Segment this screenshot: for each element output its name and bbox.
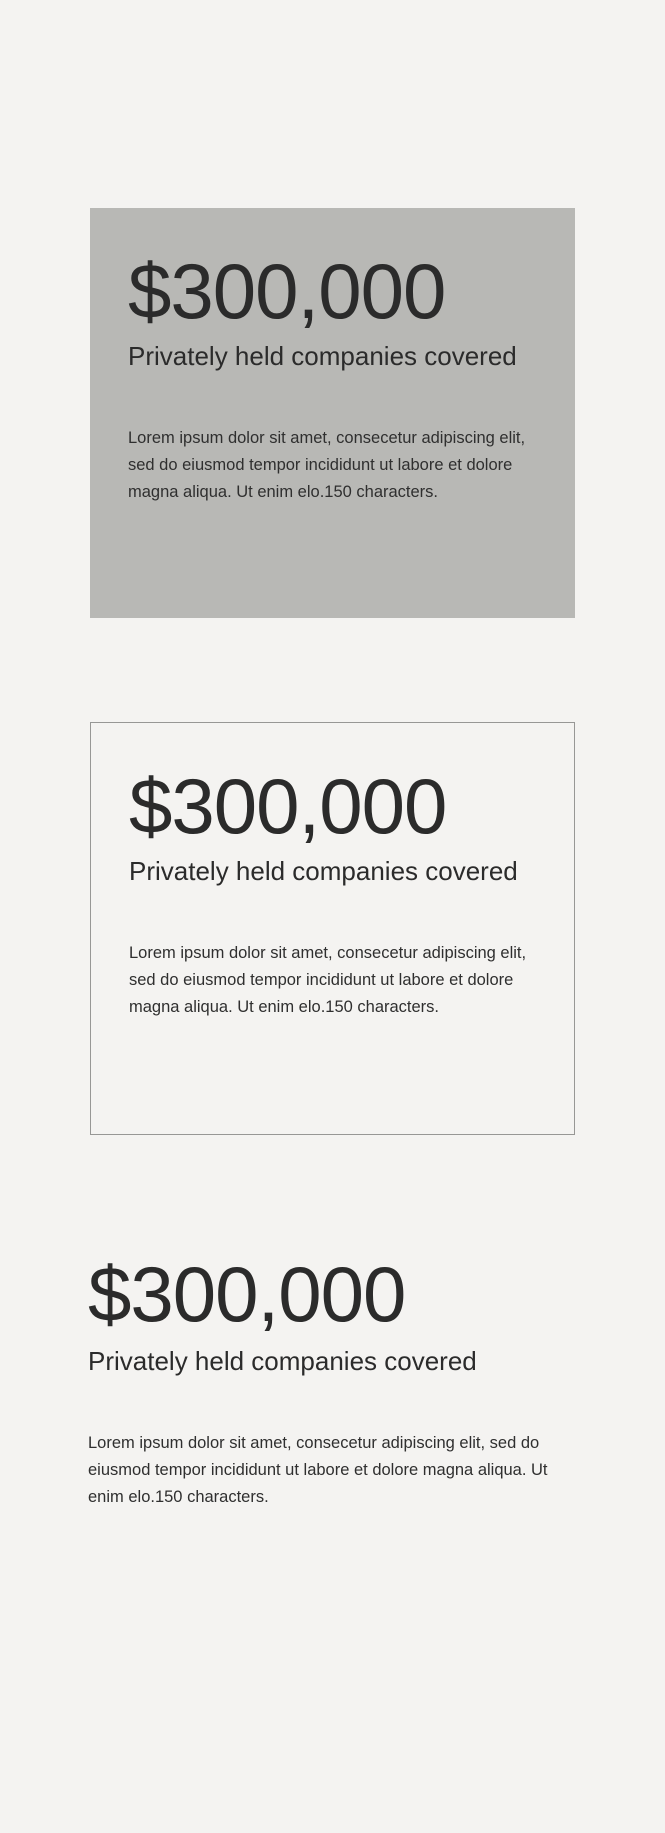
stat-value: $300,000	[129, 762, 447, 850]
stat-description: Lorem ipsum dolor sit amet, consecetur adipiscing elit, sed do eiusmod tempor incididunt ut labore et dolore magna aliqua. Ut enim elo.150 characters.	[129, 943, 527, 1016]
stat-label: Privately held companies covered	[128, 341, 517, 371]
stat-card-outlined	[90, 722, 575, 1135]
stat-value: $300,000	[88, 1250, 406, 1338]
stat-label: Privately held companies covered	[88, 1346, 477, 1376]
stat-label: Privately held companies covered	[129, 856, 518, 886]
stat-description: Lorem ipsum dolor sit amet, consecetur adipiscing elit, sed do eiusmod tempor incididunt ut labore et dolore magna aliqua. Ut enim elo.150 characters.	[88, 1433, 548, 1506]
stat-card-plain	[88, 1250, 588, 1605]
stat-description: Lorem ipsum dolor sit amet, consecetur adipiscing elit, sed do eiusmod tempor incididunt ut labore et dolore magna aliqua. Ut enim elo.150 characters.	[128, 428, 526, 501]
stat-value: $300,000	[128, 247, 446, 335]
stat-card-filled	[90, 208, 575, 618]
